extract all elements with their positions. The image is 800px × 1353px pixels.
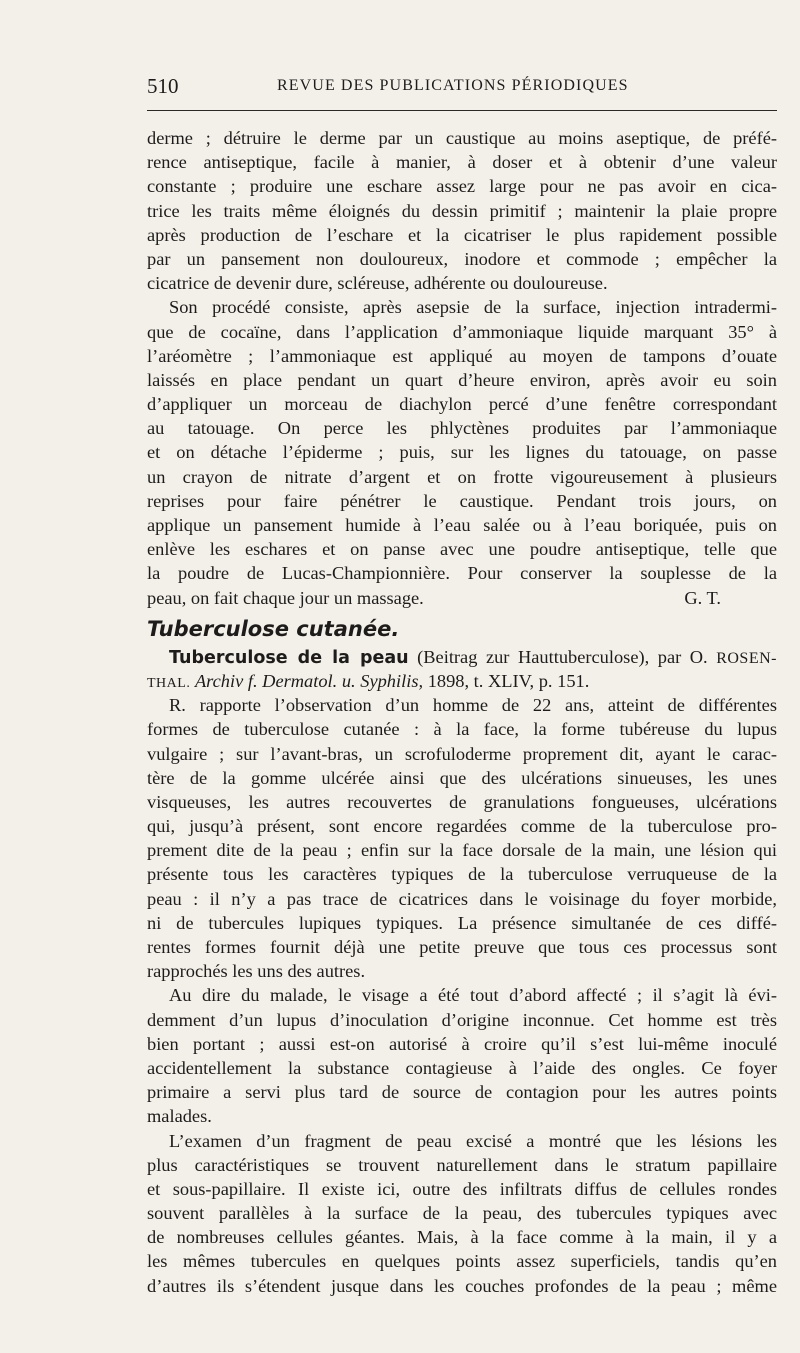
paragraph-2: [147, 295, 777, 609]
author-name-end: THAL.: [147, 675, 191, 691]
paragraph-3: [147, 693, 777, 983]
section-heading: Tuberculose cutanée.: [147, 616, 400, 641]
text-line: par un pansement non douloureux, inodore et commode ; empêcher la: [147, 248, 777, 269]
text-line: prement dite de la peau ; enfin sur la face dorsale de la main, une lésion qui: [147, 840, 777, 861]
paragraph-4: [147, 983, 777, 1128]
text-line: constante ; produire une eschare assez large pour ne pas avoir en cica-: [147, 176, 777, 197]
text-line: d’appliquer un morceau de diachylon percé d’une fenêtre correspondant: [147, 394, 777, 415]
text-line: rapprochés les uns des autres.: [147, 961, 366, 982]
page-number: 510: [147, 74, 179, 98]
running-head: [147, 74, 777, 104]
text-line: d’autres ils s’étendent jusque dans les couches profondes de la peau ; même: [147, 1275, 777, 1296]
text-line: peau, on fait chaque jour un massage.: [147, 587, 424, 608]
article-title-line: [147, 645, 777, 669]
text-line: demment d’un lupus d’inoculation d’origine inconnue. Cet homme est très: [147, 1009, 777, 1030]
text-line: formes de tuberculose cutanée : à la face, la forme tubéreuse du lupus: [147, 719, 777, 740]
paragraph-5: [147, 1129, 777, 1298]
text-line: les mêmes tubercules en quelques points assez superficiels, tandis qu’en: [147, 1251, 777, 1272]
text-line: tère de la gomme ulcérée ainsi que des ulcérations sinueuses, les unes: [147, 767, 777, 788]
text-line: L’examen d’un fragment de peau excisé a montré que les lésions les: [169, 1130, 777, 1151]
signature: G. T.: [684, 587, 721, 608]
citation-line: [147, 669, 777, 693]
text-line: derme ; détruire le derme par un caustique au moins aseptique, de préfé-: [147, 128, 777, 148]
text-line: et sous-papillaire. Il existe ici, outre des infiltrats diffus de cellules rondes: [147, 1178, 777, 1199]
text-line: la poudre de Lucas-Championnière. Pour conserver la souplesse de la: [147, 563, 777, 584]
header-rule: [147, 110, 777, 111]
text-line: Son procédé consiste, après asepsie de la surface, injection intradermi-: [169, 297, 777, 318]
article-heading: [147, 645, 777, 693]
author-name: ROSEN-: [716, 649, 777, 667]
paragraph-1: [147, 126, 777, 295]
text-line: qui, jusqu’à présent, sont encore regardées comme de la tuberculose pro-: [147, 816, 777, 837]
text-line: laissés en place pendant un quart d’heure environ, après avoir eu soin: [147, 369, 777, 390]
running-title: REVUE DES PUBLICATIONS PÉRIODIQUES: [277, 77, 629, 94]
text-line: visqueuses, les autres recouvertes de granulations fongueuses, ulcérations: [147, 791, 777, 812]
citation: 1898, t. XLIV, p. 151.: [427, 670, 590, 691]
text-line: R. rapporte l’observation d’un homme de 22 ans, atteint de différentes: [169, 695, 777, 716]
article-subtitle: (Beitrag zur Hauttuberculose), par O.: [417, 646, 708, 667]
text-line: cicatrice de devenir dure, scléreuse, adhérente ou douloureuse.: [147, 273, 608, 294]
text-line: plus caractéristiques se trouvent naturellement dans le stratum papillaire: [147, 1154, 777, 1175]
text-line: un crayon de nitrate d’argent et on frotte vigoureusement à plusieurs: [147, 466, 777, 487]
text-line: primaire a servi plus tard de source de contagion pour les autres points: [147, 1082, 777, 1103]
text-body: [147, 126, 777, 1298]
text-line: accidentellement la substance contagieuse à l’aide des ongles. Ce foyer: [147, 1057, 777, 1078]
text-line: peau : il n’y a pas trace de cicatrices dans le voisinage du foyer morbide,: [147, 888, 777, 909]
text-line: applique un pansement humide à l’eau salée ou à l’eau boriquée, puis on: [147, 515, 777, 535]
text-line: et on détache l’épiderme ; puis, sur les lignes du tatouage, on passe: [147, 442, 777, 463]
journal-name: Archiv f. Dermatol. u. Syphilis,: [194, 670, 424, 691]
text-line: bien portant ; aussi est-on autorisé à croire qu’il s’est lui-même inoculé: [147, 1033, 777, 1054]
text-line: après production de l’eschare et la cicatriser le plus rapidement possible: [147, 224, 777, 245]
text-line: Au dire du malade, le visage a été tout d’abord affecté ; il s’agit là évi-: [169, 985, 777, 1006]
signed-line: [147, 586, 777, 610]
article-title: Tuberculose de la peau: [169, 647, 409, 668]
text-line: que de cocaïne, dans l’application d’ammoniaque liquide marquant 35° à: [147, 321, 777, 342]
text-line: l’aréomètre ; l’ammoniaque est appliqué au moyen de tampons d’ouate: [147, 345, 777, 366]
text-line: souvent parallèles à la surface de la peau, des tubercules typiques avec: [147, 1203, 777, 1224]
text-line: enlève les eschares et on panse avec une poudre antiseptique, telle que: [147, 539, 777, 560]
text-line: trice les traits même éloignés du dessin primitif ; maintenir la plaie propre: [147, 200, 777, 221]
text-line: rence antiseptique, facile à manier, à doser et à obtenir d’une valeur: [147, 152, 777, 173]
text-line: ni de tubercules lupiques typiques. La présence simultanée de ces diffé-: [147, 912, 777, 933]
text-line: présente tous les caractères typiques de la tuberculose verruqueuse de la: [147, 864, 777, 885]
text-line: reprises pour faire pénétrer le caustique. Pendant trois jours, on: [147, 490, 777, 511]
text-line: vulgaire ; sur l’avant-bras, un scrofuloderme proprement dit, ayant le carac-: [147, 743, 777, 764]
text-line: rentes formes fournit déjà une petite preuve que tous ces processus sont: [147, 937, 777, 957]
text-line: malades.: [147, 1106, 212, 1127]
text-line: au tatouage. On perce les phlyctènes produites par l’ammoniaque: [147, 418, 777, 439]
text-line: de nombreuses cellules géantes. Mais, à la face comme à la main, il y a: [147, 1227, 777, 1248]
